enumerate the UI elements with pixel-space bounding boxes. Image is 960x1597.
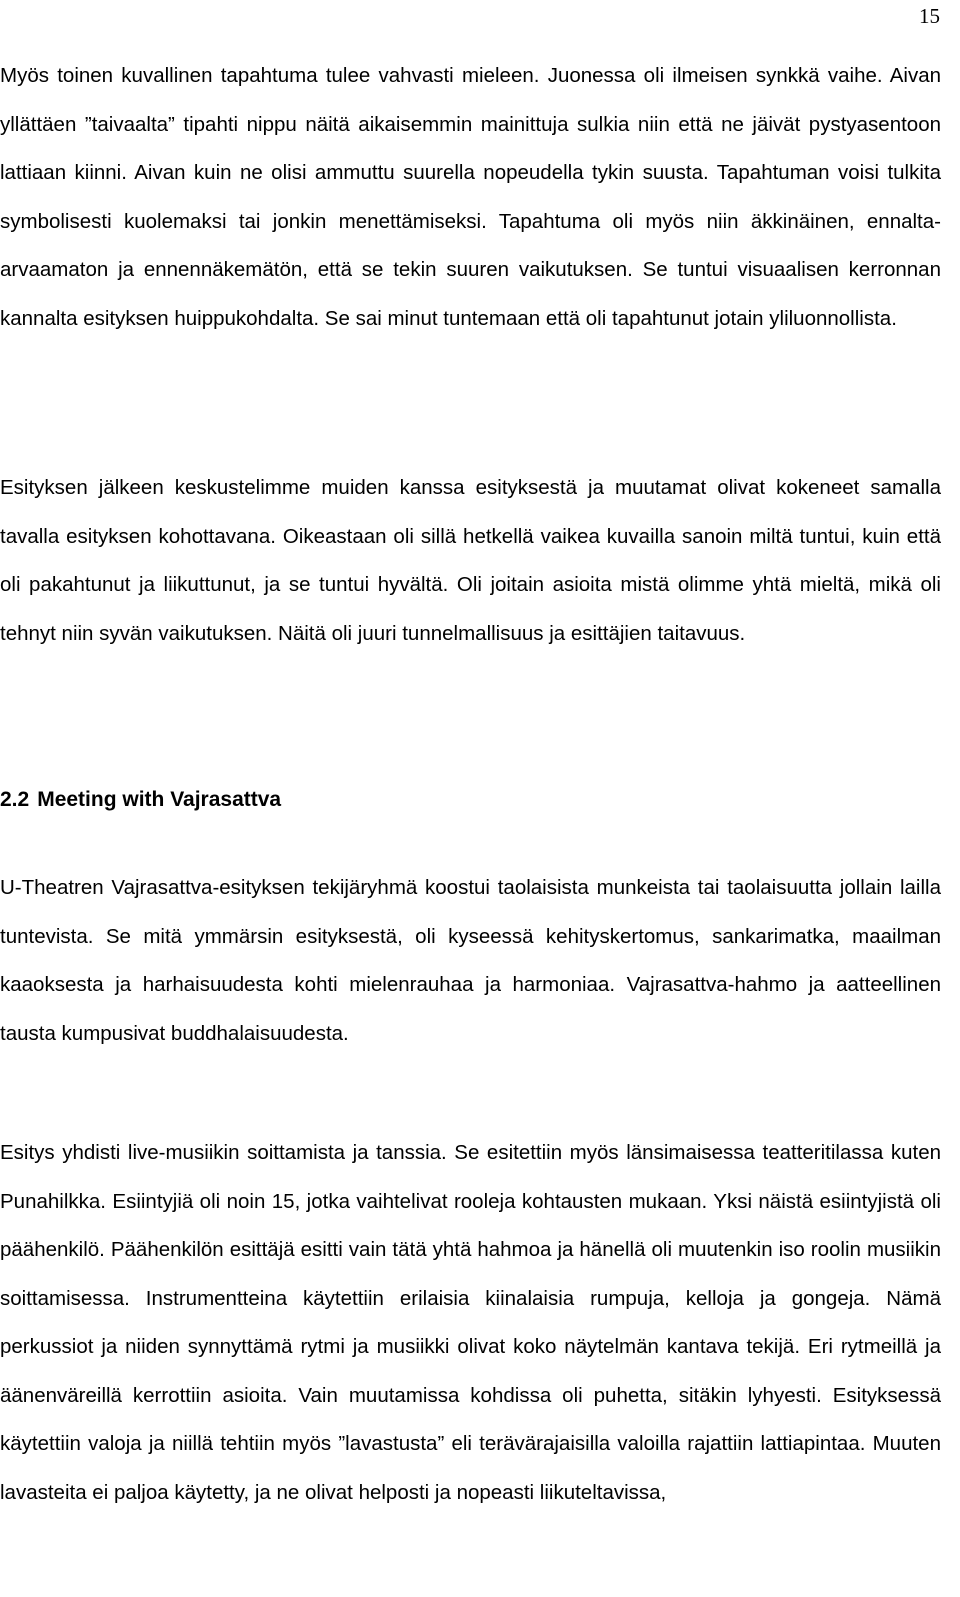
paragraph-4: Esitys yhdisti live-musiikin soittamista ja tanssia. Se esitettiin myös länsimaisessa teatteritilassa kuten Punahilkka. Esiintyjiä oli noin 15, jotka vaihtelivat rooleja kohtausten mukaan. Yksi näistä esiintyjistä oli päähenkilö. Päähenkilön esittäjä esitti vain tätä yhtä hahmoa ja hänellä oli muutenkin iso roolin musiikin soittamisessa. Instrumentteina käytettiin erilaisia kiinalaisia rumpuja, kelloja ja gongeja. Nämä perkussiot ja niiden synnyttämä rytmi ja musiikki olivat koko näytelmän kantava tekijä. Eri rytmeillä ja äänenväreillä kerrottiin asioita. Vain muutamissa kohdissa oli puhetta, sitäkin lyhyesti. Esityksessä käytettiin valoja ja niillä tehtiin myös ”lavastusta” eli terävärajaisilla valoilla rajattiin lattiapintaa. Muuten lavasteita ei paljoa käytetty, ja ne olivat helposti ja nopeasti liikuteltavissa, — [0, 1141, 941, 1504]
paragraph-1: Myös toinen kuvallinen tapahtuma tulee vahvasti mieleen. Juonessa oli ilmeisen synkkä vaihe. Aivan yllättäen ”taivaalta” tipahti nippu näitä aikaisemmin mainittuja sulkia niin että ne jäivät pystyasentoon lattiaan kiinni. Aivan kuin ne olisi ammuttu suurella nopeudella tykin suusta. Tapahtuman voisi tulkita symbolisesti kuolemaksi tai jonkin menettämiseksi. Tapahtuma oli myös niin äkkinäinen, ennalta-arvaamaton ja ennennäkemätön, että se tekin suuren vaikutuksen. Se tuntui visuaalisen kerronnan kannalta esityksen huippukohdalta. Se sai minut tuntemaan että oli tapahtunut jotain yliluonnollista. — [0, 64, 941, 330]
paragraph-2: Esityksen jälkeen keskustelimme muiden kanssa esityksestä ja muutamat olivat kokeneet samalla tavalla esityksen kohottavana. Oikeastaan oli sillä hetkellä vaikea kuvailla sanoin miltä tuntui, kuin että oli pakahtunut ja liikuttunut, ja se tuntui hyvältä. Oli joitain asioita mistä olimme yhtä mieltä, mikä oli tehnyt niin syvän vaikutuksen. Näitä oli juuri tunnelmallisuus ja esittäjien taitavuus. — [0, 476, 941, 645]
paragraph-3: U-Theatren Vajrasattva-esityksen tekijäryhmä koostui taolaisista munkeista tai taolaisuutta jollain lailla tuntevista. Se mitä ymmärsin esityksestä, oli kyseessä kehityskertomus, sankarimatka, maailman kaaoksesta ja harhaisuudesta kohti mielenrauhaa ja harmoniaa. Vajrasattva-hahmo ja aatteellinen tausta kumpusivat buddhalaisuudesta. — [0, 876, 941, 1045]
section-number: 2.2 — [0, 788, 30, 811]
page-number: 15 — [919, 4, 940, 28]
section-heading — [0, 785, 941, 815]
section-title: Meeting with Vajrasattva — [37, 788, 282, 811]
